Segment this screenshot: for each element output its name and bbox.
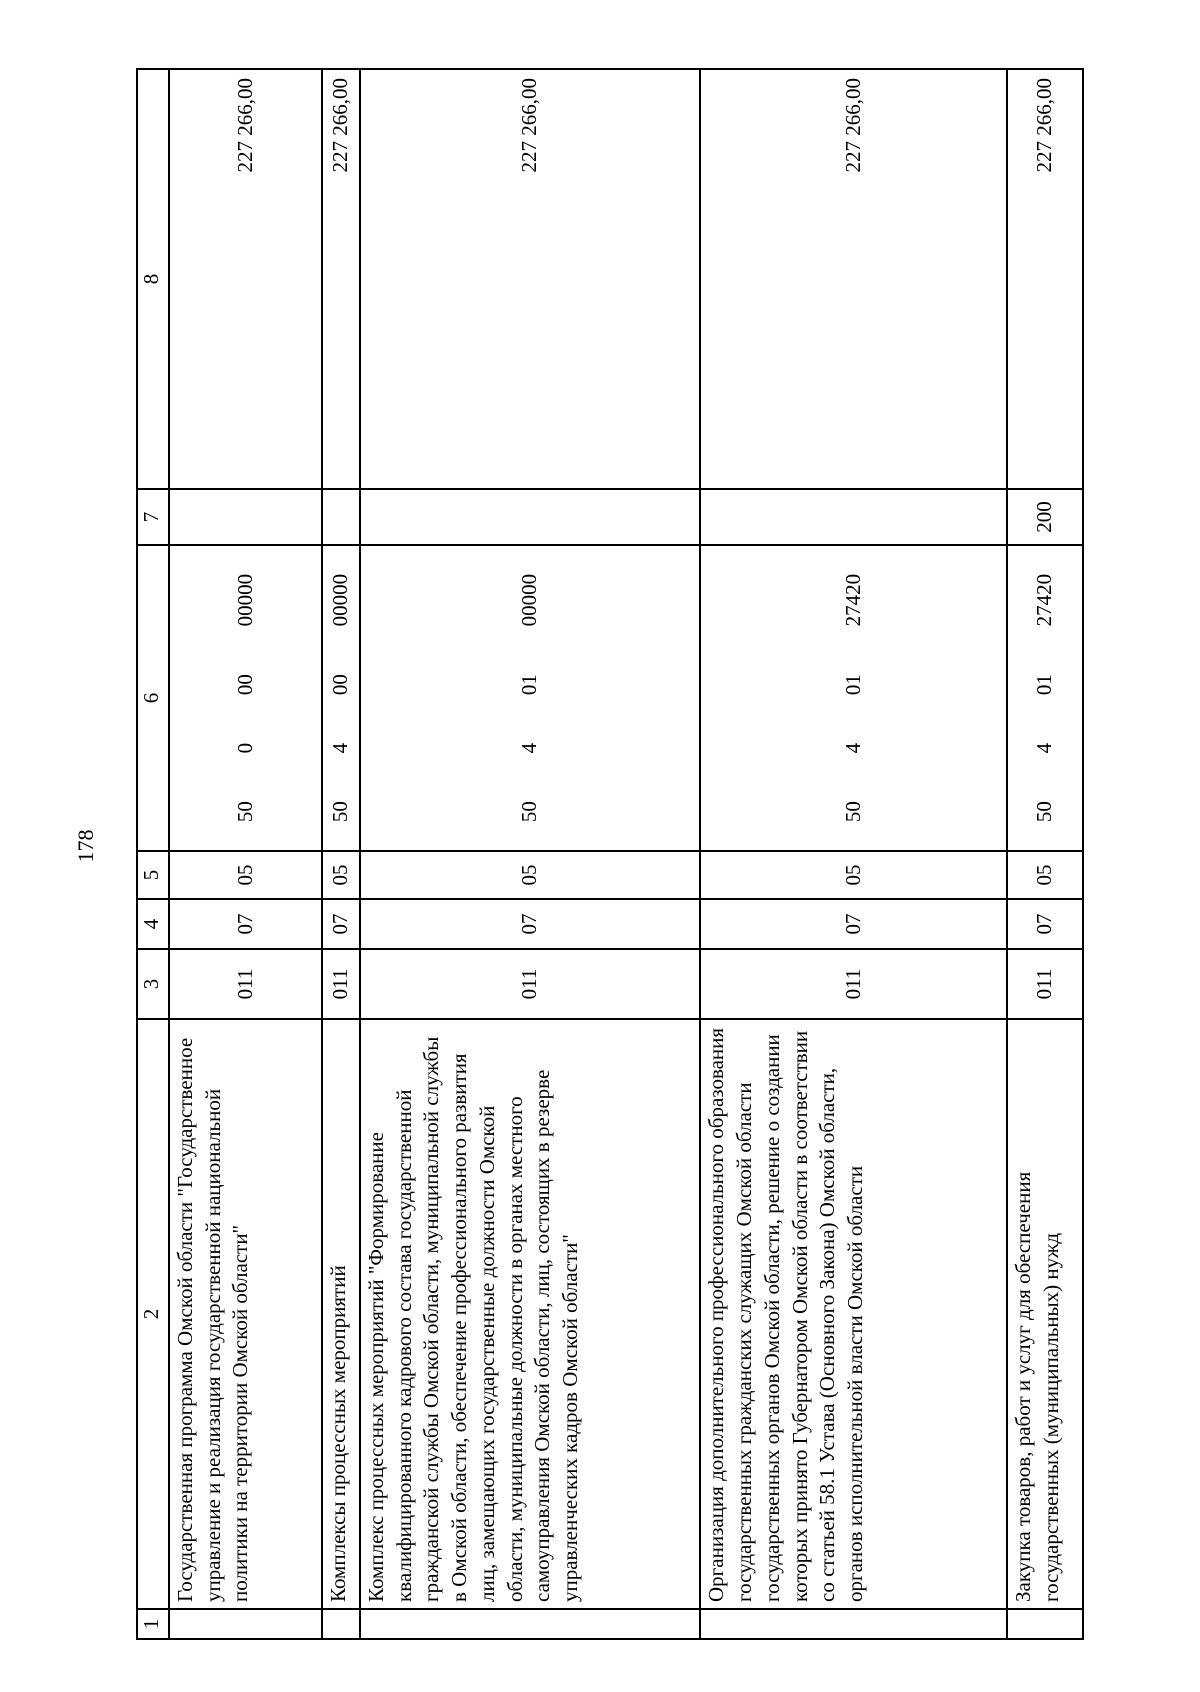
code-part: 50: [232, 801, 257, 823]
code-part: 4: [328, 742, 353, 754]
code-part: 01: [517, 674, 542, 696]
code-part: 50: [1032, 801, 1057, 823]
cell-code-4: 07: [1007, 899, 1083, 949]
cell-description: Закупка товаров, работ и услуг для обеспечения государственных (муниципальных) нужд: [1007, 1019, 1083, 1609]
cell-code-5: 05: [169, 851, 322, 899]
code-part: 00: [328, 674, 353, 696]
col-header-5: 5: [137, 851, 169, 899]
code-part: 50: [328, 801, 353, 823]
cell-code-7: [169, 489, 322, 545]
cell-num: [700, 1609, 1007, 1639]
code-part: 27420: [1032, 573, 1057, 627]
cell-code-5: 05: [1007, 851, 1083, 899]
page-number: 178: [73, 829, 98, 863]
budget-table: [136, 68, 1084, 1640]
code-part: 4: [517, 742, 542, 754]
cell-code-7: [322, 489, 360, 545]
cell-code-7: 200: [1007, 489, 1083, 545]
cell-target-code: [700, 545, 1007, 851]
code-part: 01: [1032, 674, 1057, 696]
code-part: 00000: [328, 573, 353, 627]
cell-code-4: 07: [169, 899, 322, 949]
cell-target-code: [360, 545, 700, 851]
code-part: 4: [840, 742, 865, 754]
cell-code-5: 05: [700, 851, 1007, 899]
table-row: [700, 69, 1007, 1639]
cell-code-5: 05: [360, 851, 700, 899]
col-header-3: 3: [137, 949, 169, 1019]
cell-code-5: 05: [322, 851, 360, 899]
header-row: [137, 69, 169, 1639]
cell-code-4: 07: [322, 899, 360, 949]
rotated-table-wrapper: [136, 70, 1084, 1640]
table-row: [322, 69, 360, 1639]
cell-amount: 227 266,00: [322, 69, 360, 489]
cell-amount: 227 266,00: [700, 69, 1007, 489]
cell-code-3: 011: [1007, 949, 1083, 1019]
code-part: 01: [840, 674, 865, 696]
cell-amount: 227 266,00: [169, 69, 322, 489]
col-header-2: 2: [137, 1019, 169, 1609]
code-part: 00000: [517, 573, 542, 627]
cell-amount: 227 266,00: [360, 69, 700, 489]
col-header-4: 4: [137, 899, 169, 949]
cell-description: Комплексы процессных мероприятий: [322, 1019, 360, 1609]
table-row: [360, 69, 700, 1639]
code-part: 00: [232, 674, 257, 696]
cell-num: [322, 1609, 360, 1639]
code-part: 0: [232, 742, 257, 754]
cell-target-code: [322, 545, 360, 851]
cell-description: Организация дополнительного профессионального образования государственных гражданских служащих Омской области государственных органов Омской области, решение о создании которых принято Губернатором Омской области в соответствии со статьей 58.1 Устава (Основного Закона) Омской области, органов исполнительной власти Омской области: [700, 1019, 1007, 1609]
code-part: 50: [840, 801, 865, 823]
cell-target-code: [169, 545, 322, 851]
cell-code-7: [700, 489, 1007, 545]
cell-description: Комплекс процессных мероприятий "Формирование квалифицированного кадрового состава государственной гражданской службы Омской области, муниципальной службы в Омской области, обеспечение профессионального развития лиц, замещающих государственные должности Омской области, муниципальные должности в органах местного самоуправления Омской области, лиц, состоящих в резерве управленческих кадров Омской области": [360, 1019, 700, 1609]
code-part: 27420: [840, 573, 865, 627]
cell-description: Государственная программа Омской области "Государственное управление и реализация государственной национальной политики на территории Омской области": [169, 1019, 322, 1609]
col-header-1: 1: [137, 1609, 169, 1639]
cell-code-4: 07: [700, 899, 1007, 949]
cell-code-4: 07: [360, 899, 700, 949]
cell-num: [1007, 1609, 1083, 1639]
col-header-8: 8: [137, 69, 169, 489]
cell-num: [360, 1609, 700, 1639]
code-part: 4: [1032, 742, 1057, 754]
col-header-6: 6: [137, 545, 169, 851]
cell-code-3: 011: [700, 949, 1007, 1019]
cell-code-3: 011: [360, 949, 700, 1019]
cell-code-3: 011: [322, 949, 360, 1019]
table-row: [1007, 69, 1083, 1639]
cell-target-code: [1007, 545, 1083, 851]
code-part: 50: [517, 801, 542, 823]
cell-amount: 227 266,00: [1007, 69, 1083, 489]
code-part: 00000: [232, 573, 257, 627]
table-row: [169, 69, 322, 1639]
cell-num: [169, 1609, 322, 1639]
cell-code-3: 011: [169, 949, 322, 1019]
cell-code-7: [360, 489, 700, 545]
col-header-7: 7: [137, 489, 169, 545]
